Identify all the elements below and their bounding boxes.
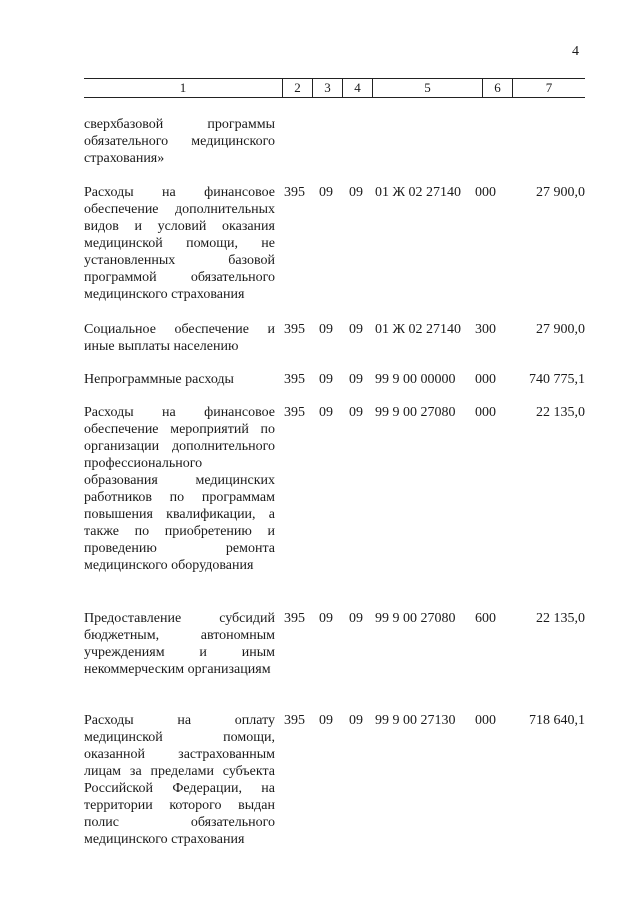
row-col-2: 395 bbox=[284, 185, 305, 200]
row-col-3: 09 bbox=[319, 322, 333, 337]
row-col-4: 09 bbox=[349, 372, 363, 387]
row-col-3: 09 bbox=[319, 185, 333, 200]
row-col-6: 000 bbox=[475, 405, 496, 420]
header-col-7: 7 bbox=[512, 79, 585, 97]
header-col-1: 1 bbox=[179, 80, 187, 95]
row-description: сверхбазовой программы обязательного медицинского страхования» bbox=[84, 117, 275, 166]
row-col-7: 740 775,1 bbox=[529, 372, 585, 387]
page-number: 4 bbox=[572, 44, 579, 59]
row-col-2: 395 bbox=[284, 322, 305, 337]
row-col-6: 600 bbox=[475, 611, 496, 626]
row-description: Предоставление субсидий бюджетным, автономным учреждениям и иным некоммерческим организациям bbox=[84, 611, 275, 677]
row-col-6: 300 bbox=[475, 322, 496, 337]
row-description: Расходы на оплату медицинской помощи, оказанной застрахованным лицам за пределами субъекта Российской Федерации, на территории которого выдан полис обязательного медицинского страхования bbox=[84, 713, 275, 847]
row-col-4: 09 bbox=[349, 405, 363, 420]
row-col-3: 09 bbox=[319, 611, 333, 626]
row-col-4: 09 bbox=[349, 322, 363, 337]
row-col-4: 09 bbox=[349, 185, 363, 200]
row-col-5: 99 9 00 27080 bbox=[375, 611, 456, 626]
row-col-5: 99 9 00 27130 bbox=[375, 713, 456, 728]
row-col-4: 09 bbox=[349, 713, 363, 728]
row-col-2: 395 bbox=[284, 405, 305, 420]
row-description: Расходы на финансовое обеспечение дополнительных видов и условий оказания медицинской помощи, не установленных базовой программой обязательного медицинского страхования bbox=[84, 185, 275, 302]
row-col-3: 09 bbox=[319, 372, 333, 387]
row-col-7: 27 900,0 bbox=[536, 322, 585, 337]
row-col-7: 27 900,0 bbox=[536, 185, 585, 200]
row-col-7: 22 135,0 bbox=[536, 405, 585, 420]
row-col-6: 000 bbox=[475, 185, 496, 200]
table-header bbox=[84, 78, 585, 98]
header-col-2: 2 bbox=[282, 79, 312, 97]
row-col-5: 01 Ж 02 27140 bbox=[375, 185, 462, 200]
header-col-3: 3 bbox=[312, 79, 342, 97]
row-col-2: 395 bbox=[284, 372, 305, 387]
row-col-7: 718 640,1 bbox=[529, 713, 585, 728]
row-col-7: 22 135,0 bbox=[536, 611, 585, 626]
row-col-3: 09 bbox=[319, 405, 333, 420]
row-description: Расходы на финансовое обеспечение мероприятий по организации дополнительного профессионального образования медицинских работников по программам повышения квалификации, а также по приобретению и проведению ремонта медицинского оборудования bbox=[84, 405, 275, 573]
row-col-6: 000 bbox=[475, 372, 496, 387]
row-col-3: 09 bbox=[319, 713, 333, 728]
row-col-5: 99 9 00 00000 bbox=[375, 372, 456, 387]
row-col-2: 395 bbox=[284, 611, 305, 626]
row-col-6: 000 bbox=[475, 713, 496, 728]
row-col-5: 99 9 00 27080 bbox=[375, 405, 456, 420]
row-description: Непрограммные расходы bbox=[84, 372, 234, 387]
header-col-4: 4 bbox=[342, 79, 372, 97]
row-col-5: 01 Ж 02 27140 bbox=[375, 322, 462, 337]
row-description: Социальное обеспечение и иные выплаты населению bbox=[84, 322, 275, 354]
header-col-5: 5 bbox=[372, 79, 482, 97]
row-col-2: 395 bbox=[284, 713, 305, 728]
row-col-4: 09 bbox=[349, 611, 363, 626]
header-col-6: 6 bbox=[482, 79, 512, 97]
